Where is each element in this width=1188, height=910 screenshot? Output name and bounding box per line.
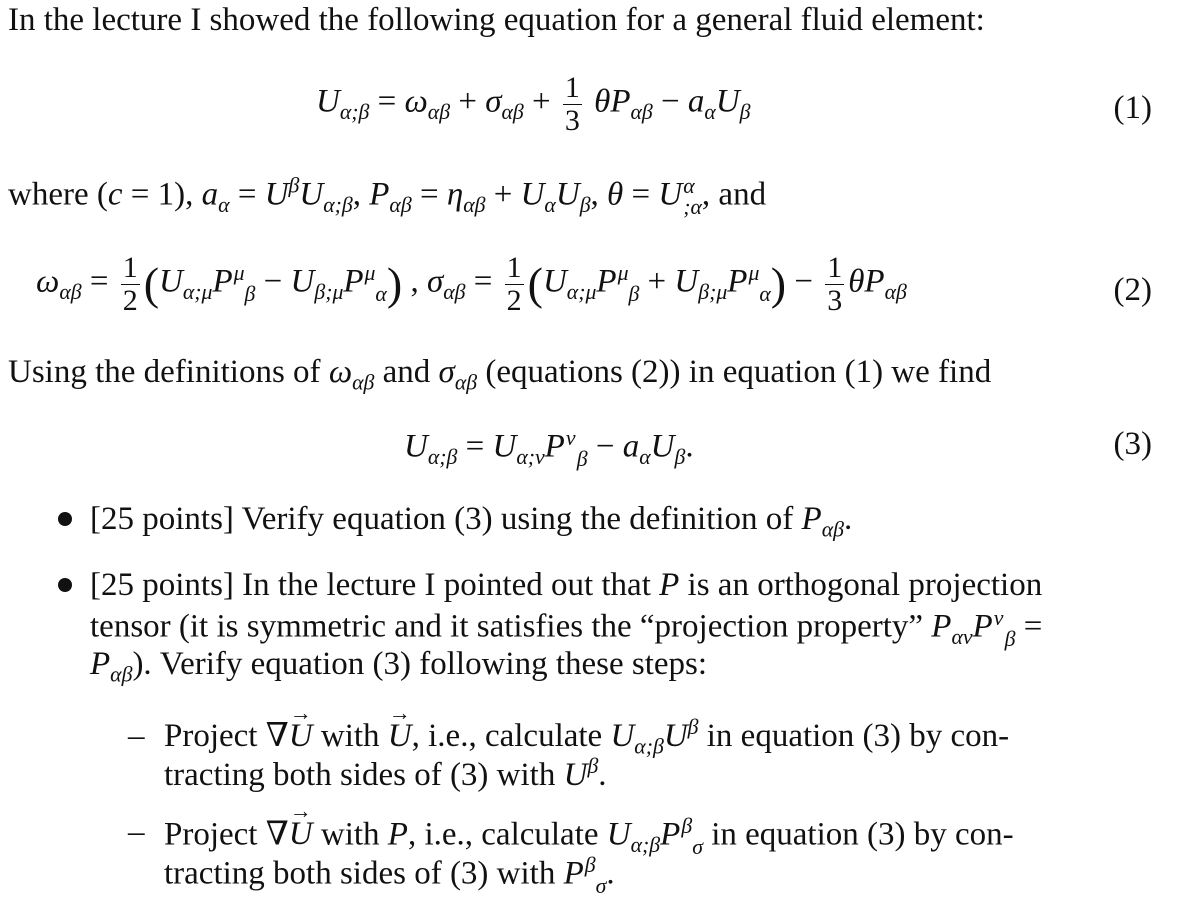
- bullet-1-points: [25 points]: [90, 501, 234, 537]
- step-1-line-2: tracting both sides of (3) with $U^\beta$.: [164, 754, 607, 793]
- step-2-text-c: , i.e., calculate: [407, 816, 599, 853]
- step-1-line-1: Project ∇→ U with → U, i.e., calculate $U_{\alpha;\beta}U^\beta$ in equation (3) by con-: [164, 720, 1009, 753]
- equation-2-label: (2): [1113, 272, 1152, 308]
- equation-1-label: (1): [1113, 90, 1152, 126]
- equation-3: $U_{\alpha;\beta} = U_{\alpha;\nu}P$ ν β − $a_\alpha U_\beta$.: [404, 426, 694, 471]
- step-2-line-1: Project ∇→ U with P, i.e., calculate $U_{\alpha;\beta}P$ β σ in equation (3) by con-: [164, 816, 1014, 857]
- step-1-text-a: Project: [164, 718, 258, 754]
- bullet-marker: [58, 512, 72, 526]
- step-2-text-d: in equation (3) by con-: [711, 816, 1014, 853]
- bullet-2-text-d: ). Verify equation (3) following these steps:: [132, 646, 708, 682]
- bullet-marker: [58, 578, 72, 592]
- intro-text: In the lecture I showed the following equation for a general fluid element:: [8, 2, 985, 38]
- bullet-2-text-b: is an orthogonal projection: [687, 567, 1043, 603]
- equation-1: $U_{\alpha;\beta} = \omega_{\alpha\beta} + \sigma_{\alpha\beta}$ + $\frac{1}{3}$ $\theta P_{\alpha\beta} - a_\alpha U_\beta$: [316, 71, 751, 137]
- bullet-2-text-c: tensor (it is symmetric and it satisfies the “projection property”: [90, 608, 924, 645]
- using-text-b: and: [382, 354, 431, 390]
- equation-3-label: (3): [1113, 426, 1152, 462]
- step-1-text-c: , i.e., calculate: [411, 718, 603, 754]
- bullet-2-text-a: In the lecture I pointed out that: [242, 567, 651, 603]
- bullet-1-text: Verify equation (3) using the definition of: [241, 501, 794, 537]
- step-2-text-b: with: [320, 816, 380, 853]
- step-2-text-a: Project: [164, 816, 258, 853]
- step-1-text-b: with: [320, 718, 380, 754]
- bullet-item-2-line-2: tensor (it is symmetric and it satisfies the “projection property” $P_{\alpha\nu}P$ ν β =: [90, 606, 1043, 651]
- step-2-text-e: tracting both sides of (3) with: [164, 855, 556, 892]
- where-prefix: where: [8, 176, 89, 213]
- where-and: and: [718, 176, 767, 213]
- bullet-item-2-line-1: [25 points] In the lecture I pointed out that P is an orthogonal projection: [90, 567, 1043, 603]
- step-1-text-e: tracting both sides of (3) with: [164, 757, 556, 793]
- using-line: Using the definitions of $\omega_{\alpha\beta}$ and $\sigma_{\alpha\beta}$ (equations (2)) in equation (1) we find: [8, 354, 992, 395]
- bullet-item-2-line-3: $P_{\alpha\beta}$). Verify equation (3) following these steps:: [90, 646, 708, 687]
- bullet-2-points: [25 points]: [90, 567, 234, 603]
- step-2-dash: –: [128, 814, 145, 850]
- using-text-a: Using the definitions of: [8, 354, 321, 390]
- step-2-line-2: tracting both sides of (3) with P β σ .: [164, 853, 615, 898]
- using-text-c: (equations (2)) in equation (1) we find: [485, 354, 992, 390]
- bullet-item-1: [25 points] Verify equation (3) using the definition of $P_{\alpha\beta}$.: [90, 501, 853, 542]
- step-1-text-d: in equation (3) by con-: [706, 718, 1010, 754]
- equation-2: $\omega_{\alpha\beta}$ = $\frac{1}{2}$ ($U_{\alpha;\mu}P$ μ β − $U_{\beta;\mu}P$ μ α ) , $\sigma_{\alpha\beta}$ = $\frac{1}{2}$ ($U_{\alpha;\mu}P$ μ β + $U_{\beta;\mu}P$ μ α ) − $\frac{1}{3}$ $\theta P_{\alpha\beta}$: [36, 251, 907, 317]
- where-line: where (c = 1), $a_\alpha = U^\beta U_{\alpha;\beta}$, $P_{\alpha\beta} = \eta_{\alpha\beta} + U_\alpha U_\beta$, θ = U α ;α , and: [8, 173, 767, 219]
- step-1-dash: –: [128, 718, 145, 754]
